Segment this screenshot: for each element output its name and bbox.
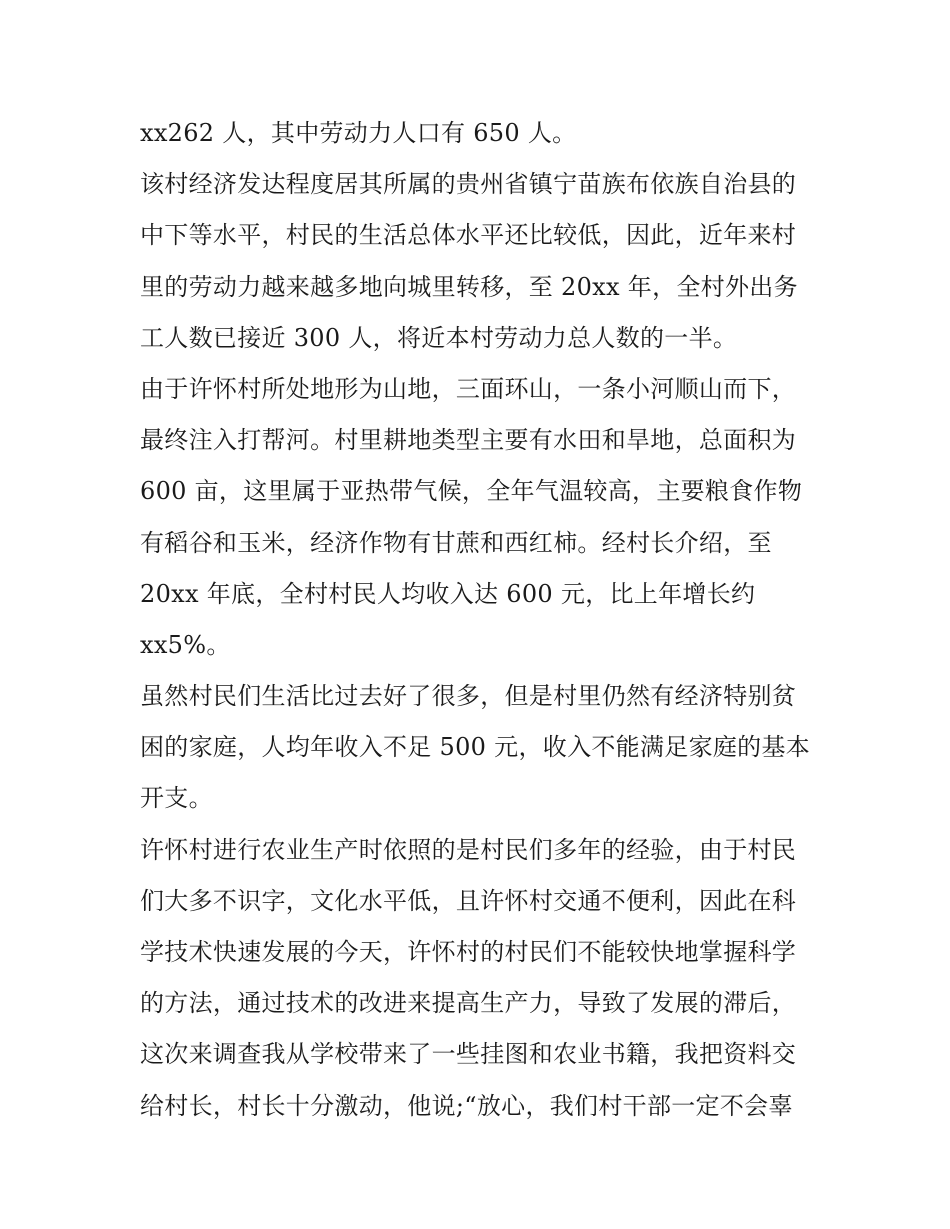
text-line: 工人数已接近 300 人，将近本村劳动力总人数的一半。 <box>140 323 738 352</box>
text-line: 由于许怀村所处地形为山地，三面环山，一条小河顺山而下， <box>140 374 797 403</box>
text-line: 学技术快速发展的今天，许怀村的村民们不能较快地掌握科学 <box>140 938 797 966</box>
text-line: 们大多不识字，文化水平低，且许怀村交通不便利，因此在科 <box>140 886 797 915</box>
text-line: xx5%。 <box>140 630 231 659</box>
body-text <box>140 108 820 1132</box>
text-line: 困的家庭，人均年收入不足 500 元，收入不能满足家庭的基本 <box>140 733 811 762</box>
text-line: 给村长，村长十分激动，他说;“放心，我们村干部一定不会辜 <box>140 1091 793 1120</box>
text-line: 开支。 <box>140 784 213 813</box>
text-line: 最终注入打帮河。村里耕地类型主要有水田和旱地，总面积为 <box>140 426 797 455</box>
text-line: 虽然村民们生活比过去好了很多，但是村里仍然有经济特别贫 <box>140 682 797 711</box>
text-line: 该村经济发达程度居其所属的贵州省镇宁苗族布依族自治县的 <box>140 170 797 199</box>
text-line: 的方法，通过技术的改进来提高生产力，导致了发展的滞后， <box>140 989 797 1018</box>
text-line: xx262 人，其中劳动力人口有 650 人。 <box>140 119 577 147</box>
text-line: 这次来调查我从学校带来了一些挂图和农业书籍，我把资料交 <box>140 1040 797 1069</box>
text-line: 20xx 年底，全村村民人均收入达 600 元，比上年增长约 <box>140 579 756 608</box>
text-line: 600 亩，这里属于亚热带气候，全年气温较高，主要粮食作物 <box>140 477 803 506</box>
text-line: 有稻谷和玉米，经济作物有甘蔗和西红柿。经村长介绍，至 <box>140 528 772 557</box>
text-line: 中下等水平，村民的生活总体水平还比较低，因此，近年来村 <box>140 221 797 250</box>
text-line: 许怀村进行农业生产时依照的是村民们多年的经验，由于村民 <box>140 835 797 864</box>
text-line: 里的劳动力越来越多地向城里转移，至 20xx 年，全村外出务 <box>140 272 798 301</box>
